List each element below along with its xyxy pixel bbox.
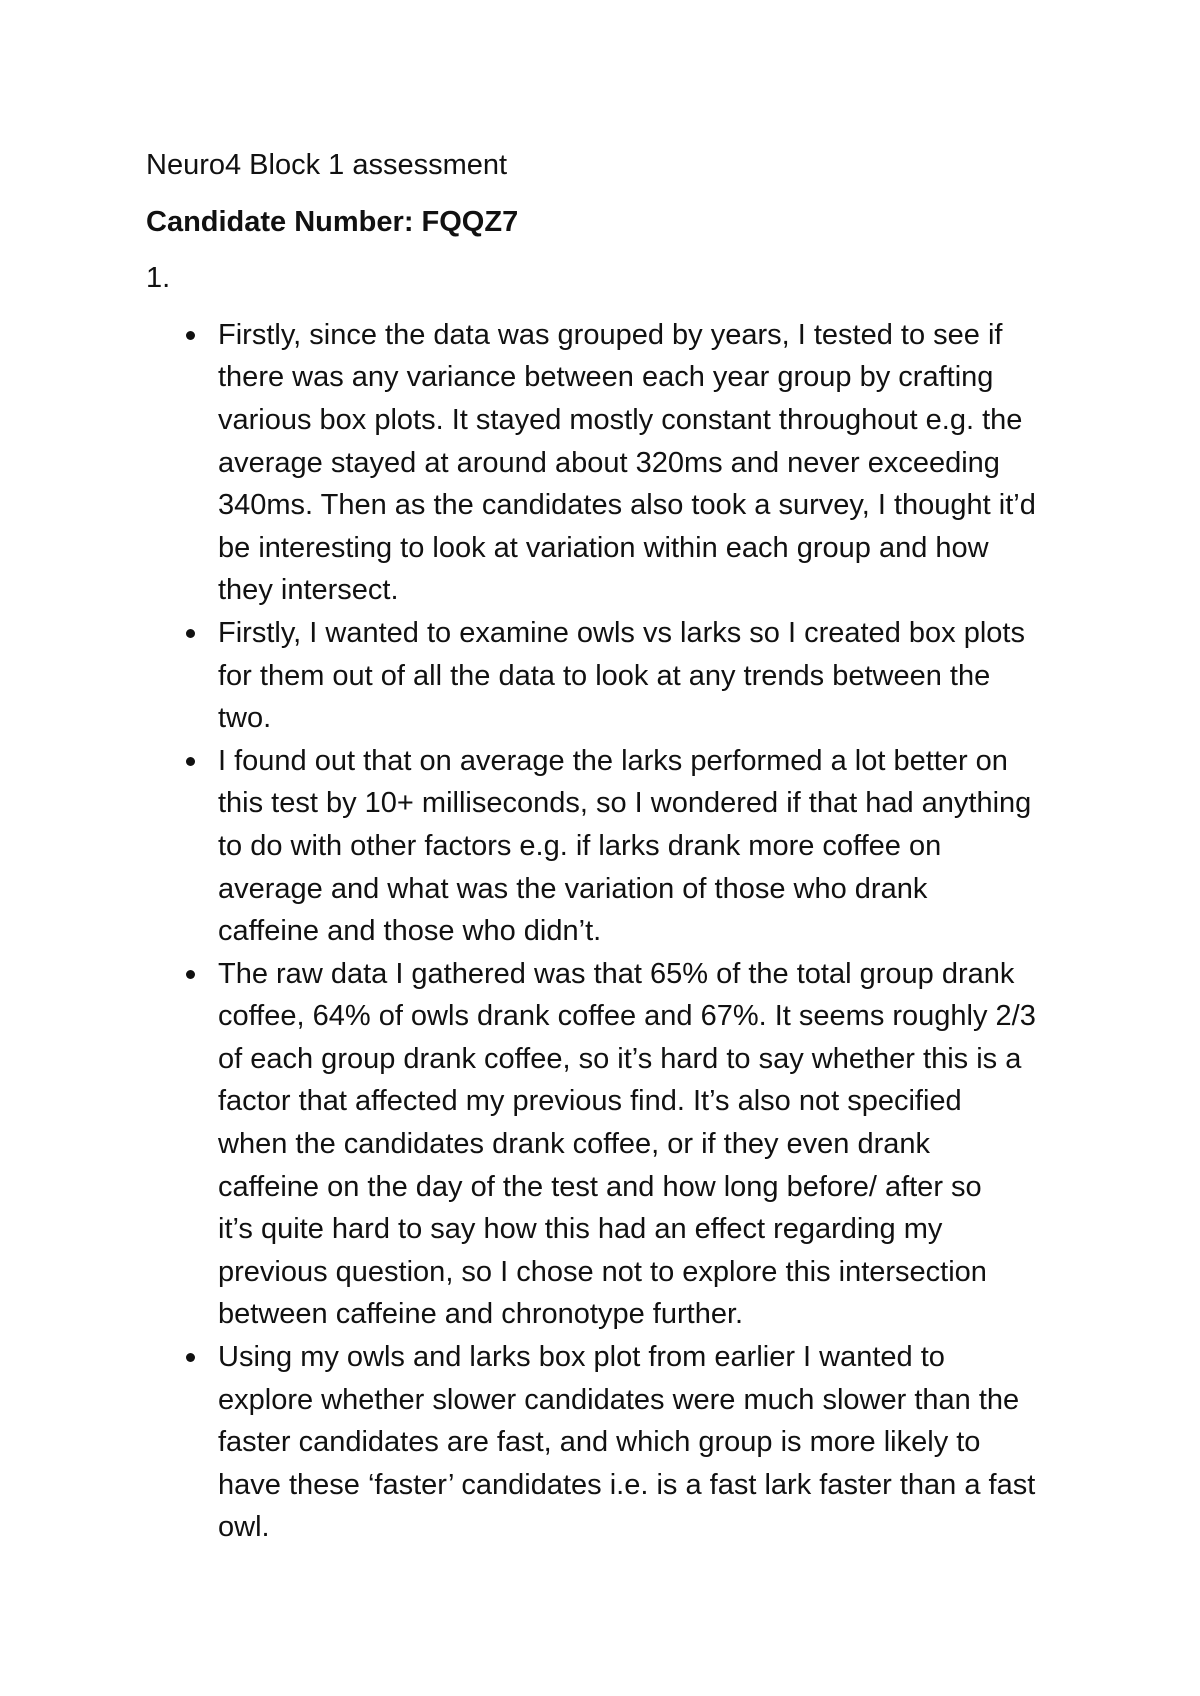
bullet-dot-icon [186,757,195,766]
bullet-line: have these ‘faster’ candidates i.e. is a fast lark faster than a fast [218,1468,1036,1501]
bullet-line: when the candidates drank coffee, or if they even drank [218,1128,931,1161]
bullet-line: The raw data I gathered was that 65% of the total group drank [218,957,1015,990]
bullet-line: Using my owls and larks box plot from earlier I wanted to [218,1341,945,1374]
document-body [146,144,1076,1549]
bullet-line: be interesting to look at variation within each group and how [218,531,989,564]
bullet-line: factor that affected my previous find. It’s also not specified [218,1085,962,1118]
bullet-dot-icon [186,629,195,638]
bullet-line: they intersect. [218,574,399,607]
bullet-line: for them out of all the data to look at any trends between the [218,659,991,692]
bullet-item [146,740,1076,953]
bullet-line: it’s quite hard to say how this had an effect regarding my [218,1213,943,1246]
bullet-line: of each group drank coffee, so it’s hard to say whether this is a [218,1042,1022,1075]
bullet-line: previous question, so I chose not to explore this intersection [218,1255,987,1288]
bullet-line: two. [218,702,272,735]
bullet-line: various box plots. It stayed mostly constant throughout e.g. the [218,403,1023,436]
bullet-item [146,1336,1076,1549]
bullet-dot-icon [186,1353,195,1362]
bullet-line: to do with other factors e.g. if larks drank more coffee on [218,829,942,862]
document-title: Neuro4 Block 1 assessment [146,149,508,181]
bullet-line: faster candidates are fast, and which group is more likely to [218,1426,981,1459]
bullet-line: coffee, 64% of owls drank coffee and 67%. It seems roughly 2/3 [218,1000,1036,1033]
bullet-line: Firstly, since the data was grouped by years, I tested to see if [218,318,1003,351]
question-number: 1. [146,262,171,295]
answer-bullet-list [146,314,1076,1549]
bullet-dot-icon [186,970,195,979]
bullet-line: there was any variance between each year group by crafting [218,361,994,394]
bullet-line: 340ms. Then as the candidates also took a survey, I thought it’d [218,489,1036,522]
bullet-line: this test by 10+ milliseconds, so I wondered if that had anything [218,787,1032,820]
bullet-line: Firstly, I wanted to examine owls vs larks so I created box plots [218,616,1025,649]
bullet-line: caffeine on the day of the test and how long before/ after so [218,1170,982,1203]
bullet-line: I found out that on average the larks performed a lot better on [218,744,1008,777]
bullet-item [146,612,1076,740]
bullet-line: between caffeine and chronotype further. [218,1298,744,1331]
candidate-number: Candidate Number: FQQZ7 [146,205,519,238]
bullet-line: average stayed at around about 320ms and never exceeding [218,446,1000,479]
bullet-line: explore whether slower candidates were much slower than the [218,1383,1020,1416]
bullet-line: average and what was the variation of those who drank [218,872,928,905]
bullet-line: owl. [218,1511,270,1544]
bullet-item [146,953,1076,1336]
bullet-line: caffeine and those who didn’t. [218,915,602,948]
bullet-item [146,314,1076,612]
bullet-dot-icon [186,331,195,340]
